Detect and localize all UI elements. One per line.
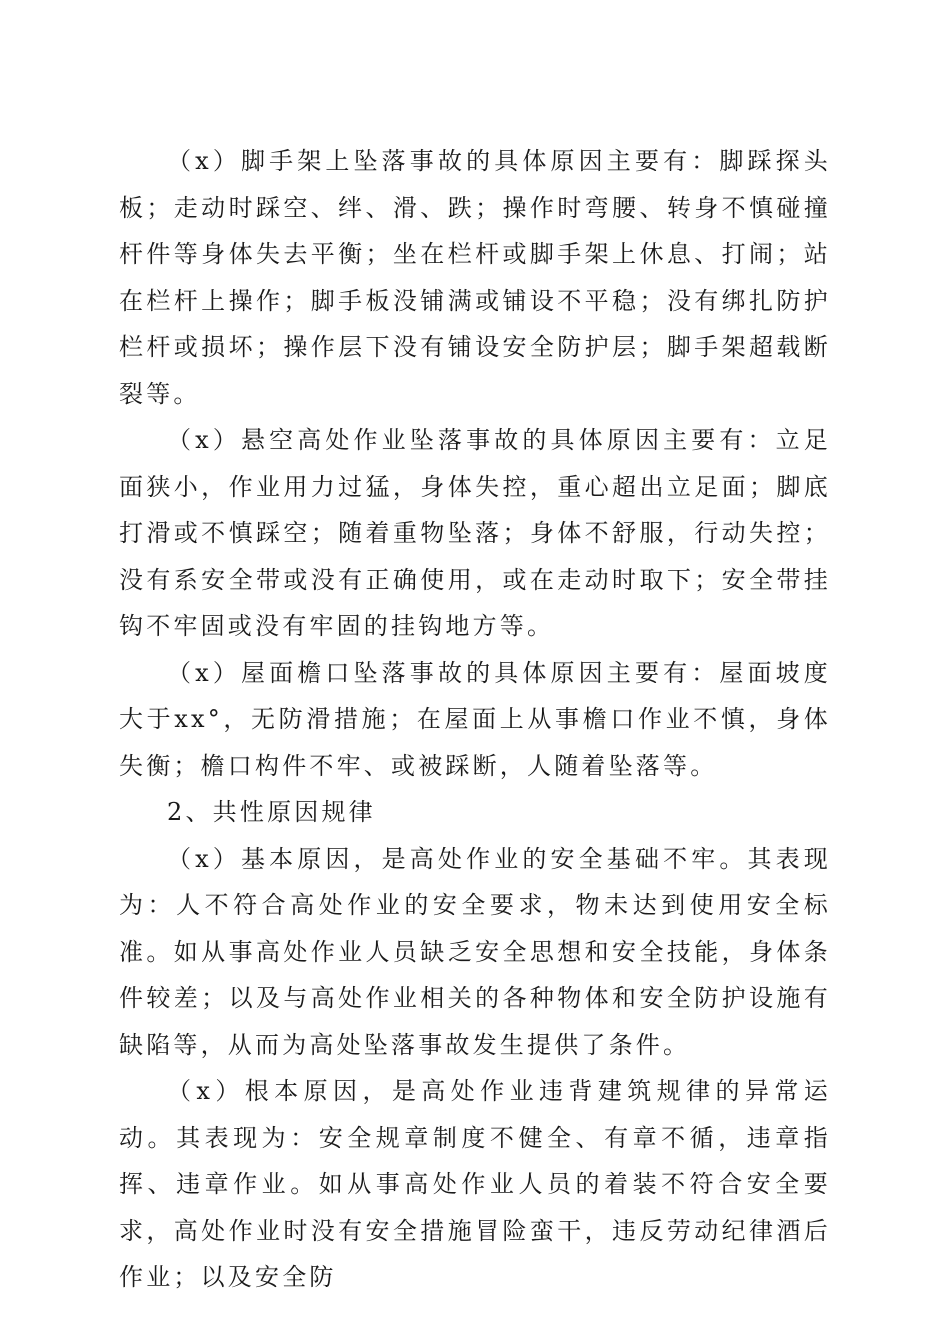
section-heading-common-causes: 2、共性原因规律 <box>167 798 376 826</box>
paragraph-suspended-work-fall-causes: （x）悬空高处作业坠落事故的具体原因主要有：立足面狭小，作业用力过猛，身体失控，重心超出立足面；脚底打滑或不慎踩空；随着重物坠落；身体不舒服，行动失控；没有系安全带或没有正确使用，或在走动时取下；安全带挂钩不牢固或没有牢固的挂钩地方等。 <box>119 426 831 640</box>
document-body <box>119 138 831 1301</box>
paragraph-scaffold-fall-causes: （x）脚手架上坠落事故的具体原因主要有：脚踩探头板；走动时踩空、绊、滑、跌；操作时弯腰、转身不慎碰撞杆件等身体失去平衡；坐在栏杆或脚手架上休息、打闹；站在栏杆上操作；脚手板没铺满或铺设不平稳；没有绑扎防护栏杆或损坏；操作层下没有铺设安全防护层；脚手架超载断裂等。 <box>119 147 831 408</box>
paragraph-roof-eave-fall-causes: （x）屋面檐口坠落事故的具体原因主要有：屋面坡度大于xx°，无防滑措施；在屋面上从事檐口作业不慎，身体失衡；檐口构件不牢、或被踩断，人随着坠落等。 <box>119 658 831 780</box>
paragraph-fundamental-cause: （x）根本原因，是高处作业违背建筑规律的异常运动。其表现为：安全规章制度不健全、有章不循，违章指挥、违章作业。如从事高处作业人员的着装不符合安全要求，高处作业时没有安全措施冒险蛮干，违反劳动纪律酒后作业；以及安全防 <box>119 1077 831 1291</box>
paragraph-basic-cause: （x）基本原因，是高处作业的安全基础不牢。其表现为：人不符合高处作业的安全要求，物未达到使用安全标准。如从事高处作业人员缺乏安全思想和安全技能，身体条件较差；以及与高处作业相关的各种物体和安全防护设施有缺陷等，从而为高处坠落事故发生提供了条件。 <box>119 844 831 1059</box>
